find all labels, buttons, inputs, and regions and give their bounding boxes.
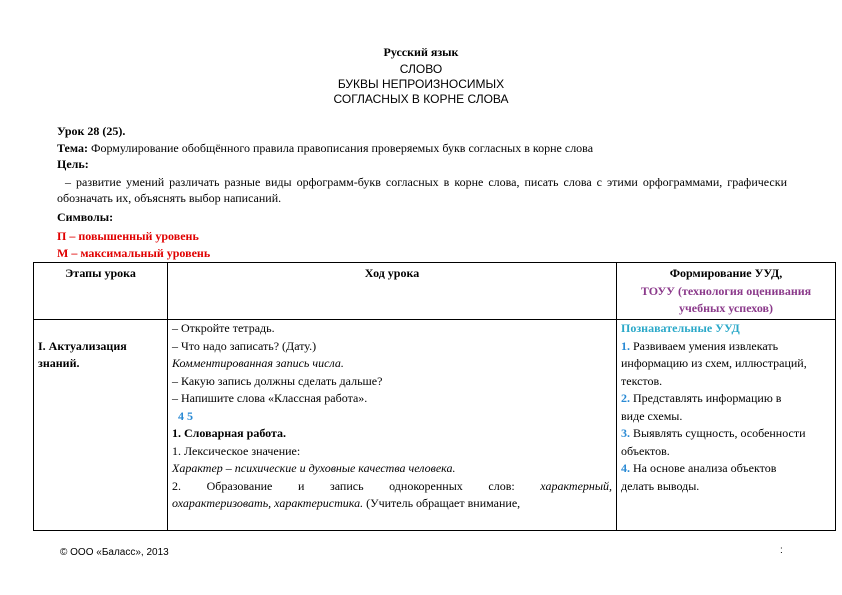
flow-line-part: охарактеризовать, характеристика. (172, 496, 364, 510)
flow-line: 1. Лексическое значение: (172, 443, 301, 458)
topic-text: Формулирование обобщённого правила правописания проверяемых букв согласных в корне слова (87, 141, 594, 155)
lesson-plan-table (33, 262, 836, 531)
header-uud-line3: учебных успехов) (678, 301, 774, 315)
flow-line (172, 478, 612, 496)
header-uud (617, 263, 836, 320)
uud-text: текстов. (621, 373, 663, 388)
uud-item (621, 460, 831, 478)
flow-line-part: (Учитель обращает внимание, (363, 496, 521, 510)
uud-title: Познавательные УУД (621, 321, 740, 335)
title-line-2: БУКВЫ НЕПРОИЗНОСИМЫХ (337, 77, 505, 91)
subject-heading: Русский язык (383, 45, 459, 59)
flow-line-part: характерный, (540, 478, 612, 493)
stage-cell (34, 320, 168, 531)
level-m-legend: М – максимальный уровень (57, 246, 211, 260)
title-line-1: СЛОВО (399, 62, 443, 76)
flow-line: Комментированная запись числа. (172, 356, 344, 370)
goal-label: Цель: (57, 157, 89, 171)
uud-number: 1. (621, 338, 630, 353)
uud-text: виде схемы. (621, 408, 683, 423)
footer-page-mark: : (780, 545, 783, 556)
uud-text: Представлять информацию в (630, 391, 782, 405)
uud-text: Развиваем умения извлекать (630, 338, 779, 353)
title-line-3: СОГЛАСНЫХ В КОРНЕ СЛОВА (333, 92, 509, 106)
uud-number: 4. (621, 461, 630, 475)
lesson-topic (57, 140, 787, 156)
uud-cell (617, 320, 836, 531)
lesson-flow-cell (168, 320, 617, 531)
flow-line (172, 495, 612, 513)
uud-item (621, 425, 831, 443)
symbols-label: Символы: (57, 210, 114, 224)
uud-text: Выявлять сущность, особенности (630, 426, 806, 440)
header-lesson-flow: Ход урока (168, 263, 617, 320)
header-uud-line2: ТОУУ (технология оценивания (640, 283, 812, 298)
topic-label: Тема: (57, 141, 88, 155)
uud-text: информацию из схем, иллюстраций, (621, 356, 807, 370)
stage-line2: знаний. (38, 356, 80, 370)
uud-number: 2. (621, 391, 630, 405)
flow-line: – Что надо записать? (Дату.) (172, 338, 317, 353)
level-numbers: 4 5 (178, 408, 193, 423)
level-p-legend: П – повышенный уровень (57, 229, 199, 243)
flow-line: – Какую запись должны сделать дальше? (172, 373, 383, 388)
lesson-number: Урок 28 (25). (57, 124, 126, 138)
uud-item (621, 390, 831, 408)
flow-line: – Напишите слова «Классная работа». (172, 391, 368, 405)
uud-text: объектов. (621, 443, 670, 458)
uud-item (621, 338, 831, 356)
header-uud-line1: Формирование УУД, (669, 266, 783, 280)
uud-number: 3. (621, 426, 630, 440)
flow-line: Характер – психические и духовные качества человека. (172, 461, 456, 475)
table-header-row (34, 263, 836, 320)
vocabulary-heading: 1. Словарная работа. (172, 426, 287, 440)
flow-line: – Откройте тетрадь. (172, 321, 275, 335)
goal-text: – развитие умений различать разные виды орфограмм-букв согласных в корне слова, писать слова с этими орфограммами, графически обозначать их, объяснять выбор написаний. (57, 175, 787, 205)
uud-text: делать выводы. (621, 478, 700, 493)
uud-text: На основе анализа объектов (630, 461, 777, 475)
flow-line-part: 2. Образование и запись однокоренных слов: (172, 478, 541, 493)
footer-copyright: © ООО «Баласс», 2013 (60, 547, 169, 558)
stage-line1: I. Актуализация (38, 339, 127, 353)
header-stages: Этапы урока (34, 263, 168, 320)
table-row (34, 320, 836, 531)
